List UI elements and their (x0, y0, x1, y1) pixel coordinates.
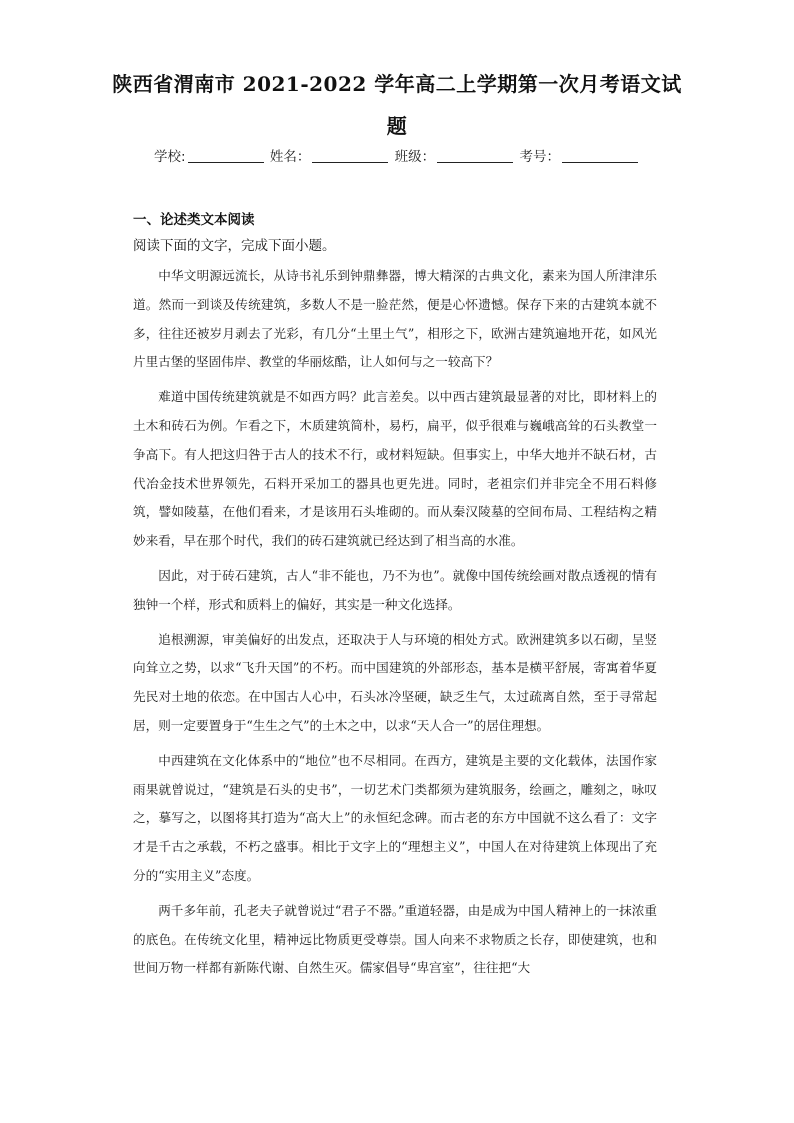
passage-paragraph: 追根溯源，审美偏好的出发点，还取决于人与环境的相处方式。欧洲建筑多以石砌，呈竖向耸立之势，以求“飞升天国”的不朽。而中国建筑的外部形态，基本是横平舒展，寄寓着华夏先民对土地的依恋。在中国古人心中，石头冰冷坚硬，缺乏生气，太过疏离自然，至于寻常起居，则一定要置身于“生生之气”的土木之中，以求“天人合一”的居住理想。 (133, 631, 657, 733)
passage-paragraph: 两千多年前，孔老夫子就曾说过“君子不器。”重道轻器，由是成为中国人精神上的一抹浓重的底色。在传统文化里，精神远比物质更受尊崇。国人向来不求物质之长存，即使建筑，也和世间万物一样都有新陈代谢、自然生灭。儒家倡导“卑宫室”，往往把“大 (133, 902, 657, 976)
number-label: 考号： (519, 149, 560, 165)
section-heading: 一、论述类文本阅读 (133, 212, 255, 228)
school-blank[interactable] (188, 150, 264, 163)
name-blank[interactable] (312, 150, 388, 163)
passage-paragraph: 中华文明源远流长，从诗书礼乐到钟鼎彝器，博大精深的古典文化，素来为国人所津津乐道。然而一到谈及传统建筑，多数人不是一脸茫然，便是心怀遗憾。保存下来的古建筑本就不多，往往还被岁月剥去了光彩，有几分“土里土气”，相形之下，欧洲古建筑遍地开花，如风光片里古堡的坚固伟岸、教堂的华丽炫酷，让人如何与之一较高下？ (133, 268, 657, 370)
passage-paragraph: 因此，对于砖石建筑，古人“非不能也，乃不为也”。就像中国传统绘画对散点透视的情有独钟一个样，形式和质料上的偏好，其实是一种文化选择。 (133, 567, 657, 612)
name-label: 姓名： (269, 149, 311, 165)
exam-title-line1: 陕西省渭南市 2021-2022 学年高二上学期第一次月考语文试 (112, 72, 682, 96)
passage-paragraph: 难道中国传统建筑就是不如西方吗？此言差矣。以中西古建筑最显著的对比，即材料上的土木和砖石为例。乍看之下，木质建筑简朴，易朽，扁平，似乎很难与巍峨高耸的石头教堂一争高下。有人把这归咎于古人的技术不行，或材料短缺。但事实上，中华大地并不缺石材，古代冶金技术世界领先，石料开采加工的器具也更先进。同时，老祖宗们并非完全不用石料修筑，譬如陵墓，在他们看来，才是该用石头堆砌的。而从秦汉陵墓的空间布局、工程结构之精妙来看，早在那个时代，我们的砖石建筑就已经达到了相当高的水准。 (133, 389, 657, 549)
passage-paragraph: 中西建筑在文化体系中的“地位”也不尽相同。在西方，建筑是主要的文化载体，法国作家雨果就曾说过，“建筑是石头的史书”，一切艺术门类都须为建筑服务，绘画之，雕刻之，咏叹之，摹写之，以图将其打造为“高大上”的永恒纪念碑。而古老的东方中国就不这么看了：文字才是千古之承载，不朽之盛事。相比于文字上的“理想主义”，中国人在对待建筑上体现出了充分的“实用主义”态度。 (133, 752, 657, 883)
number-blank[interactable] (562, 150, 638, 163)
exam-title-line2: 题 (386, 114, 408, 138)
student-info-line (0, 145, 794, 165)
school-label: 学校: (154, 149, 186, 165)
class-label: 班级： (394, 149, 436, 165)
class-blank[interactable] (437, 150, 513, 163)
reading-instruction: 阅读下面的文字，完成下面小题。 (133, 238, 336, 254)
passage-body (133, 262, 657, 983)
